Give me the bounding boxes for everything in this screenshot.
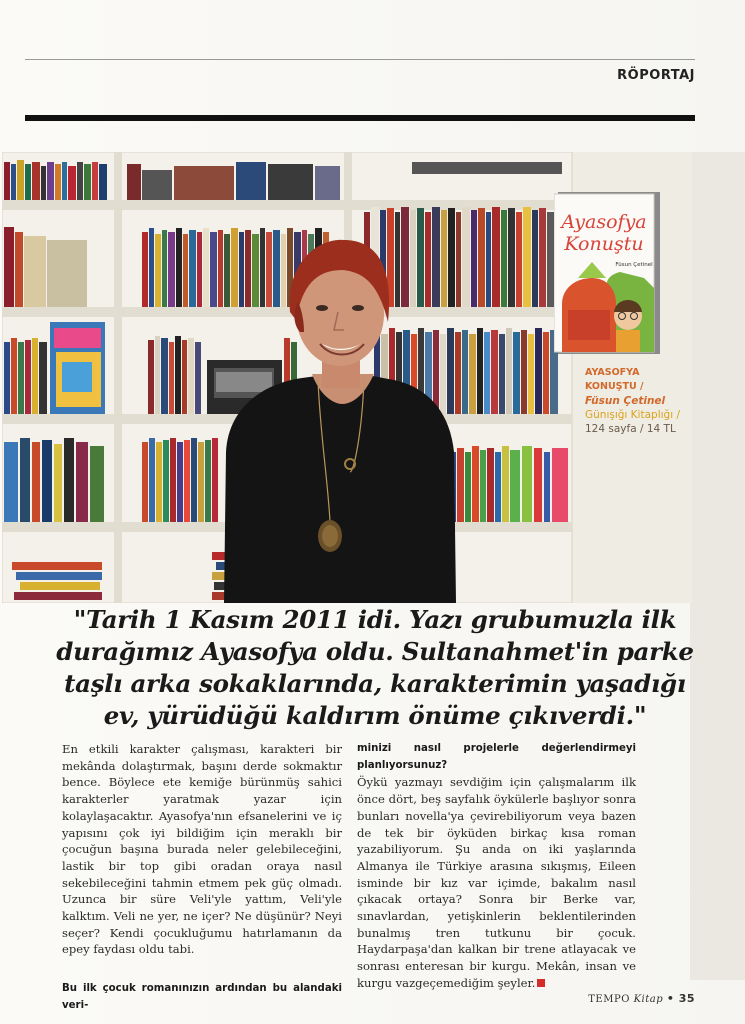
book-caption bbox=[585, 366, 685, 436]
magazine-subtitle: Kitap bbox=[633, 994, 664, 1005]
caption-details: 124 sayfa / 14 TL bbox=[585, 423, 676, 435]
text-column-right bbox=[357, 741, 636, 992]
section-label: RÖPORTAJ bbox=[617, 68, 695, 83]
interview-question: minizi nasıl projelerle değerlendirmeyi planlıyorsunuz? bbox=[357, 743, 636, 771]
interview-question: Bu ilk çocuk romanınızın ardından bu alandaki veri- bbox=[62, 983, 342, 1011]
page-number: • 35 bbox=[666, 992, 695, 1005]
book-cover-title-2: Konuştu bbox=[564, 233, 644, 255]
book-cover-author: Füsun Çetinel bbox=[615, 262, 653, 268]
book-cover bbox=[554, 192, 660, 354]
caption-author: Füsun Çetinel bbox=[585, 395, 666, 407]
caption-publisher: Günışığı Kitaplığı / bbox=[585, 409, 680, 421]
magazine-name: TEMPO bbox=[588, 994, 630, 1005]
pull-quote: "Tarih 1 Kasım 2011 idi. Yazı grubumuzla ilk durağımız Ayasofya oldu. Sultanahmet'in parke taşlı arka sokaklarında, karakterimin yaşadığı ev, yürüdüğü kaldırım önüme çıkıverdi." bbox=[56, 605, 694, 730]
header-bar bbox=[25, 115, 695, 121]
paragraph bbox=[357, 774, 636, 991]
book-cover-title-1: Ayasofya bbox=[561, 211, 647, 233]
paragraph: En etkili karakter çalışması, karakteri bir mekânda dolaştırmak, başını derde sokmaktır bence. Böylece ete kemiğe bürünmüş sahici karakterler yaratmak yazar için kolaylaşacaktır. Ayasofya'nın efsanelerini ve iç yapısını çok iyi bildiğim için meraklı bir çocuğun başına burada neler gelebileceğini, lastik bir top gibi oradan oraya nasıl sekebileceğini tahmin etmem pek güç olmadı. Uzunca bir süre Veli'yle yattım, Veli'yle kalktım. Veli ne yer, ne içer? Ne düşünür? Neyi seçer? Kendi çocukluğumu hatırlamanın da epey faydası oldu tabi. bbox=[62, 742, 342, 957]
end-mark-icon bbox=[537, 979, 545, 987]
caption-title: AYASOFYA KONUŞTU / bbox=[585, 367, 644, 392]
top-rule bbox=[25, 59, 695, 60]
margin-strip bbox=[690, 152, 745, 980]
page-footer bbox=[588, 992, 695, 1005]
paragraph-text: Öykü yazmayı sevdiğim için çalışmalarım ilk önce dört, beş sayfalık öykülerle başlıyor sonra bunları novella'ya çevirebiliyorum veya bazen de tek bir öyküden birkaç kısa roman yazabiliyorum. Şu anda on iki yaşlarında Almanya ile Türkiye arasına sıkışmış, Eileen isminde bir kız var içimde, bakalım nasıl çıkacak ortaya? Sonra bir Berke var, sınavlardan, yetişkinlerin beklentilerinden bunalmış tren tutkunu bir çocuk. Haydarpaşa'dan kalkan bir trene atlayacak ve sonrası enteresan bir kurgu. Mekân, insan ve kurgu vazgeçemediğim şeyler. bbox=[357, 775, 636, 990]
text-column-left bbox=[62, 741, 342, 1015]
